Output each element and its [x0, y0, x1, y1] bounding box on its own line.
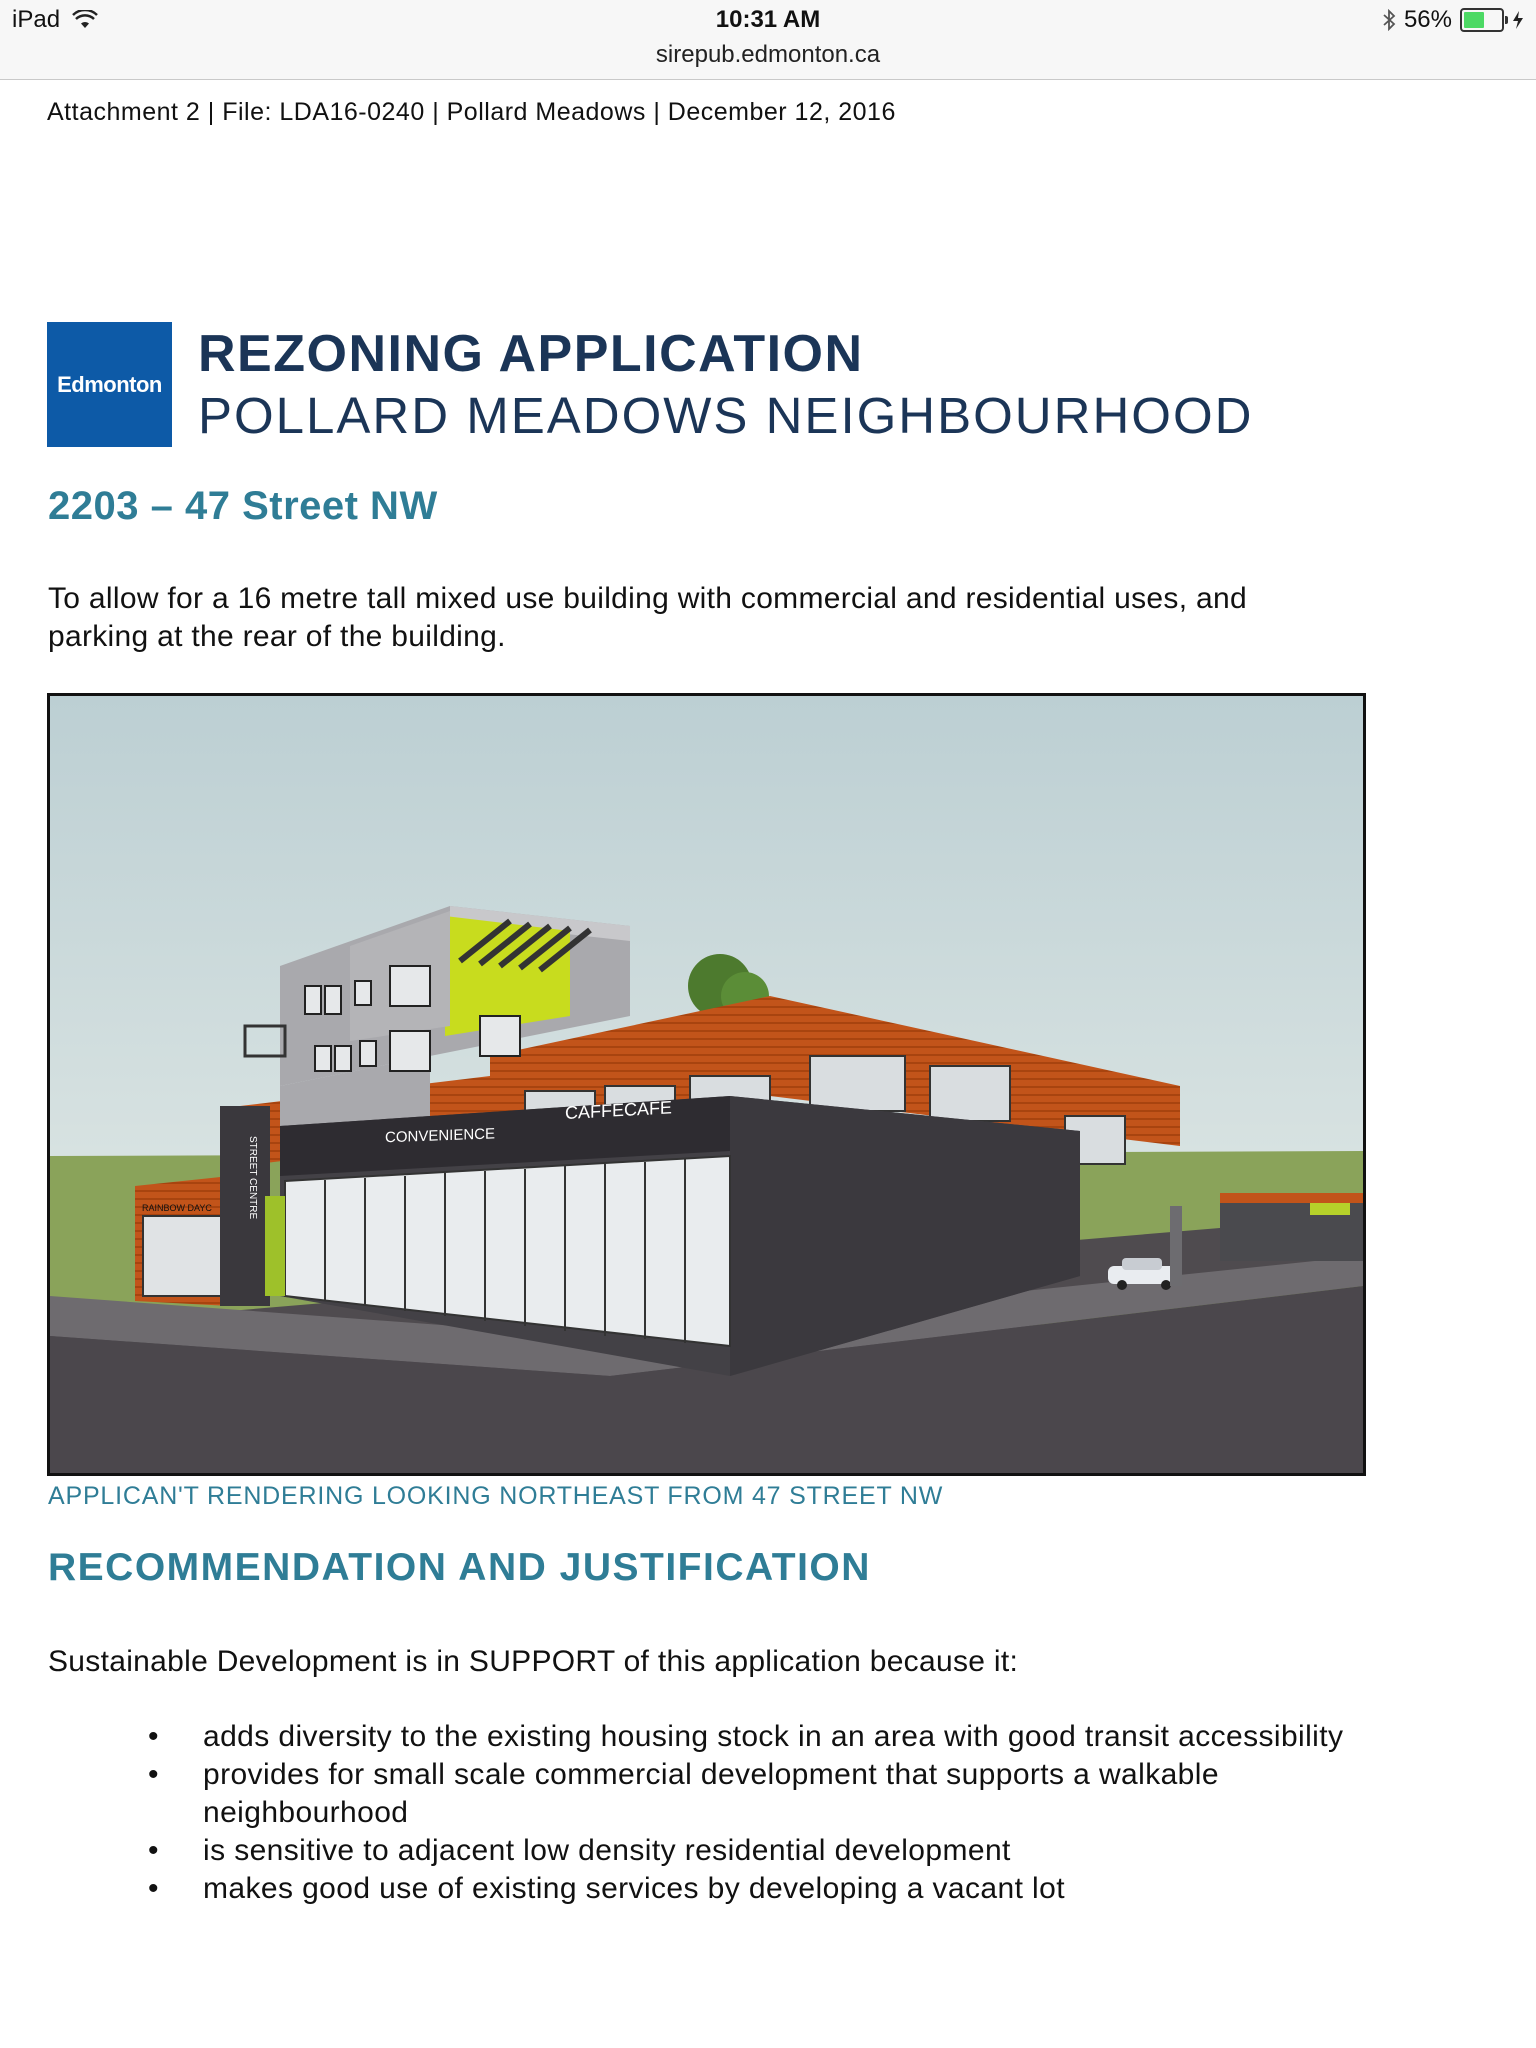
rendering-illustration	[50, 696, 1363, 1473]
application-summary: To allow for a 16 metre tall mixed use building with commercial and residential uses, and parking at the rear of the building.	[48, 582, 1247, 653]
charging-icon	[1512, 10, 1524, 30]
list-item-text: makes good use of existing services by developing a vacant lot	[203, 1872, 1065, 1905]
sign-daycare: RAINBOW DAYC	[142, 1203, 212, 1213]
page-subtitle: POLLARD MEADOWS NEIGHBOURHOOD	[198, 387, 1254, 444]
sign-cafe: CAFFECAFE	[565, 1097, 672, 1124]
bullet-icon: •	[148, 1834, 159, 1867]
bullet-icon: •	[148, 1720, 159, 1753]
bullet-icon: •	[148, 1872, 159, 1905]
document-header-line: Attachment 2 | File: LDA16-0240 | Pollard Meadows | December 12, 2016	[47, 98, 896, 126]
list-item-text: adds diversity to the existing housing stock in an area with good transit accessibility	[203, 1720, 1344, 1753]
clock: 10:31 AM	[715, 6, 821, 33]
page-title: REZONING APPLICATION	[198, 325, 864, 383]
battery-percent: 56%	[1403, 6, 1452, 33]
battery-fill	[1464, 12, 1484, 28]
edmonton-logo	[47, 322, 172, 447]
building-rendering-image	[47, 693, 1366, 1476]
logo-text: Edmonton	[57, 371, 162, 397]
rendering-caption: APPLICAN'T RENDERING LOOKING NORTHEAST FROM 47 STREET NW	[48, 1482, 944, 1510]
list-item	[148, 1756, 1408, 1832]
sign-convenience: CONVENIENCE	[385, 1125, 495, 1147]
list-item	[148, 1718, 1408, 1756]
bluetooth-icon	[1382, 9, 1396, 31]
site-address: 2203 – 47 Street NW	[48, 484, 438, 528]
list-item-text: provides for small scale commercial development that supports a walkable neighbourhood	[203, 1758, 1219, 1829]
address-bar-url[interactable]: sirepub.edmonton.ca	[655, 41, 881, 68]
recommendation-heading: RECOMMENDATION AND JUSTIFICATION	[48, 1546, 871, 1589]
browser-status-bar	[0, 0, 1536, 80]
recommendation-intro: Sustainable Development is in SUPPORT of this application because it:	[48, 1645, 1019, 1678]
list-item	[148, 1832, 1408, 1870]
justification-list	[148, 1718, 1408, 1908]
status-right	[1382, 6, 1524, 34]
list-item-text: is sensitive to adjacent low density residential development	[203, 1834, 1011, 1867]
battery-icon	[1460, 8, 1504, 32]
device-label: iPad	[12, 6, 61, 33]
bullet-icon: •	[148, 1758, 159, 1791]
sign-street-centre: STREET CENTRE	[247, 1136, 258, 1220]
list-item	[148, 1870, 1408, 1908]
